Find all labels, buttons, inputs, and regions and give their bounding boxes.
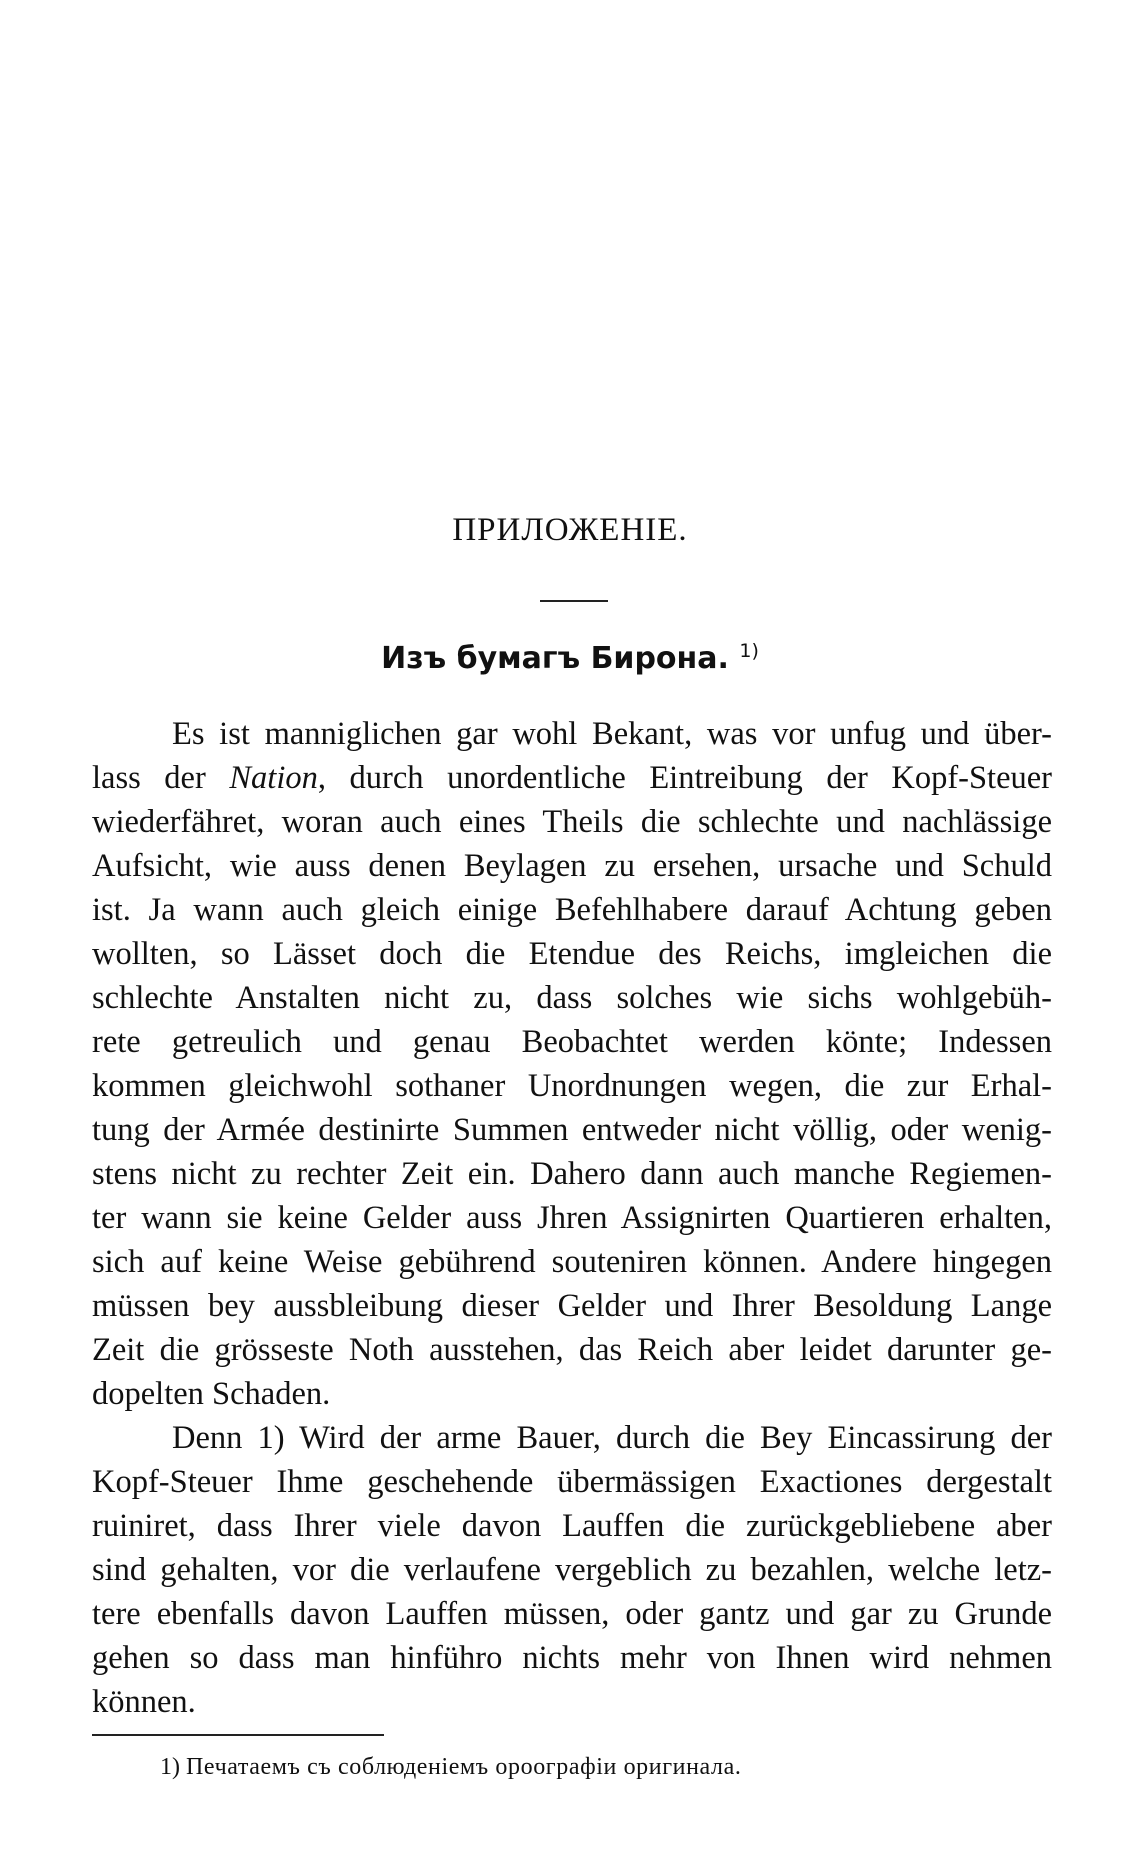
text-line: sind gehalten, vor die verlaufene vergeblich zu bezahlen, welche letz- [92, 1552, 1052, 1588]
emphasis-nation: Nation [229, 760, 318, 796]
text-line: rete getreulich und genau Beobachtet werden könte; Indessen [92, 1024, 1052, 1060]
text-line: ist. Ja wann auch gleich einige Befehlhabere darauf Achtung geben [92, 892, 1052, 928]
text-line: Zeit die grösseste Noth ausstehen, das Reich aber leidet darunter ge- [92, 1332, 1052, 1368]
heading-divider [540, 600, 608, 602]
text-line: kommen gleichwohl sothaner Unordnungen wegen, die zur Erhal- [92, 1068, 1052, 1104]
text-line: wiederfähret, woran auch eines Theils die schlechte und nachlässige [92, 804, 1052, 840]
text-line: ter wann sie keine Gelder auss Jhren Assignirten Quartieren erhalten, [92, 1200, 1052, 1236]
text-line: lass der Nation, durch unordentliche Eintreibung der Kopf-Steuer [92, 760, 1053, 796]
text-line: Denn 1) Wird der arme Bauer, durch die Bey Eincassirung der [172, 1420, 1052, 1456]
section-subheading [0, 640, 1140, 676]
text-line: dopelten Schaden. [92, 1376, 331, 1412]
text-line: Kopf-Steuer Ihme geschehende übermässigen Exactiones dergestalt [92, 1464, 1052, 1500]
text-line: gehen so dass man hinführo nichts mehr von Ihnen wird nehmen [92, 1640, 1052, 1676]
text-line: können. [92, 1684, 196, 1720]
text-line: ruiniret, dass Ihrer viele davon Lauffen die zurückgebliebene aber [92, 1508, 1052, 1544]
text-line: stens nicht zu rechter Zeit ein. Dahero dann auch manche Regiemen- [92, 1156, 1052, 1192]
body-text [92, 712, 1052, 1724]
text-line: Aufsicht, wie auss denen Beylagen zu ersehen, ursache und Schuld [92, 848, 1052, 884]
footnote [160, 1754, 741, 1781]
subheading-text: Изъ бумагъ Бирона. [381, 641, 729, 676]
text-line: schlechte Anstalten nicht zu, dass solches wie sichs wohlgebüh- [92, 980, 1052, 1016]
footnote-text: Печатаемъ съ соблюденіемъ ороографіи оригинала. [186, 1754, 742, 1780]
text-line: wollten, so Lässet doch die Etendue des Reichs, imgleichen die [92, 936, 1052, 972]
footnote-mark: 1) [160, 1754, 180, 1780]
text-line: müssen bey aussbleibung dieser Gelder und Ihrer Besoldung Lange [92, 1288, 1052, 1324]
footnote-divider [92, 1734, 384, 1736]
text-line: sich auf keine Weise gebührend souteniren können. Andere hingegen [92, 1244, 1052, 1280]
text-line: tung der Armée destinirte Summen entweder nicht völlig, oder wenig- [92, 1112, 1052, 1148]
appendix-heading: ПРИЛОЖЕНІЕ. [452, 512, 688, 548]
text-line: tere ebenfalls davon Lauffen müssen, oder gantz und gar zu Grunde [92, 1596, 1052, 1632]
text-line: Es ist manniglichen gar wohl Bekant, was vor unfug und über- [172, 716, 1052, 752]
footnote-reference: 1) [739, 640, 759, 662]
